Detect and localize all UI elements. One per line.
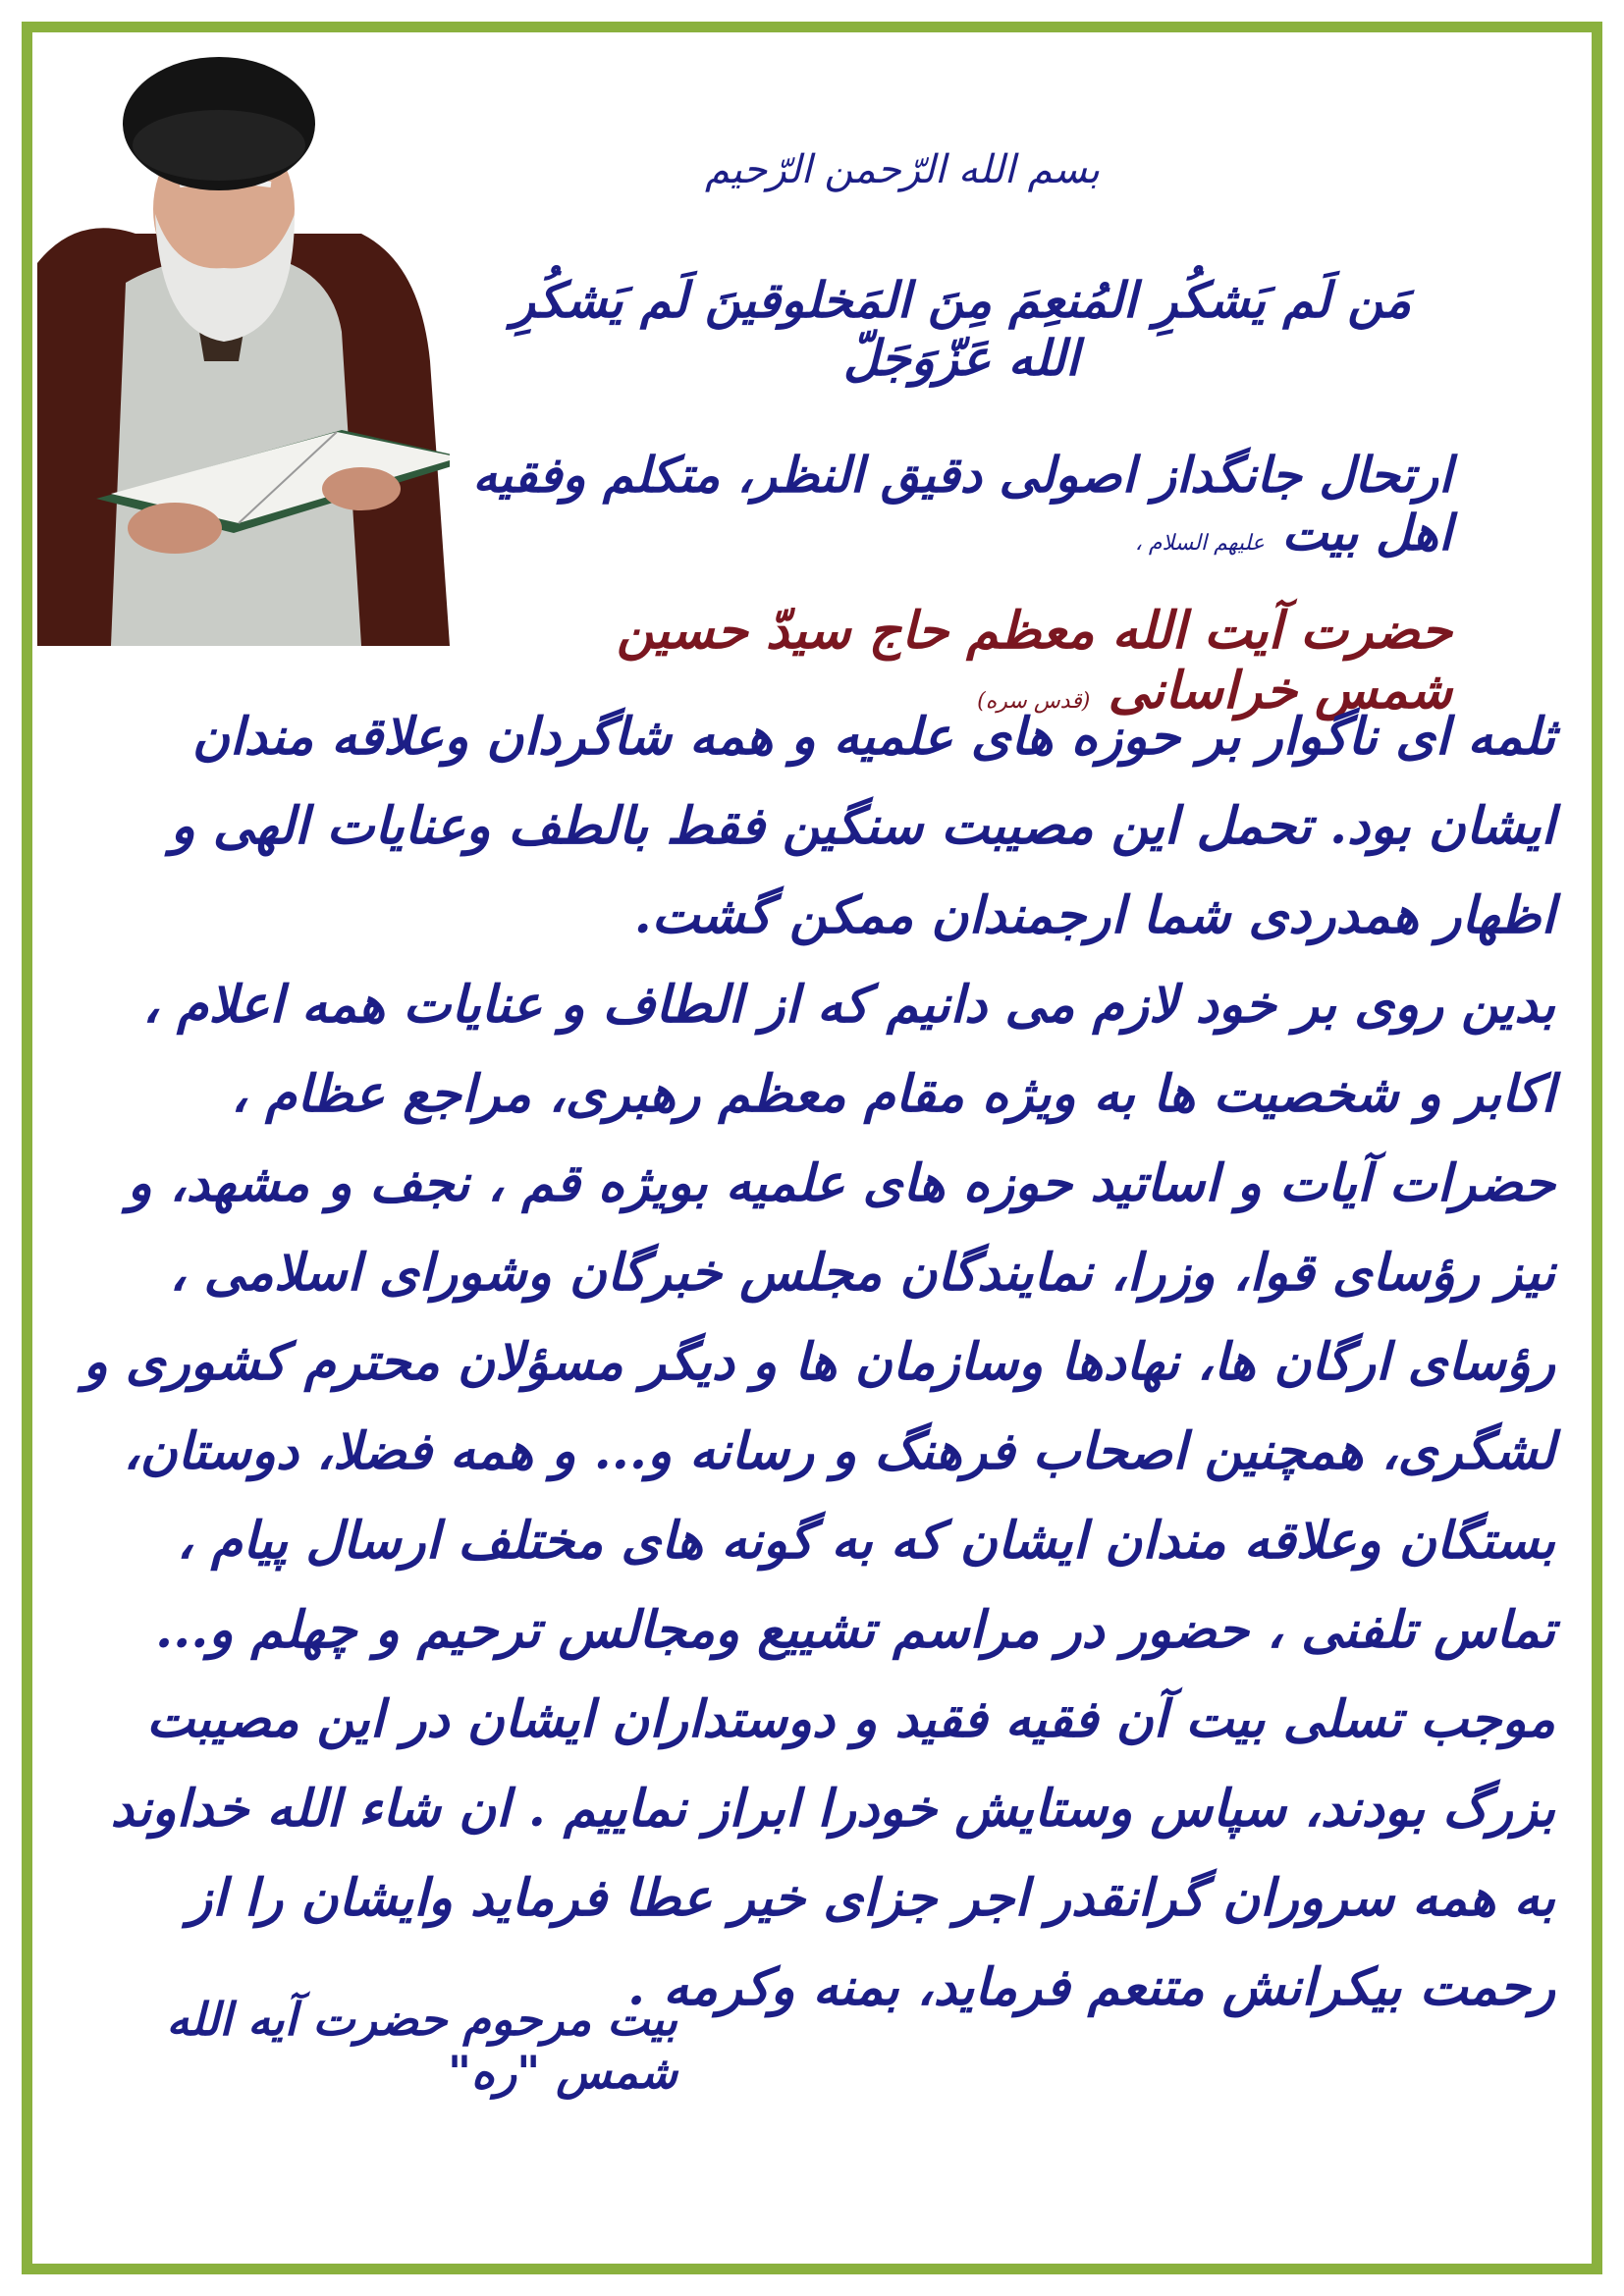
honorific-small: علیهم السلام ، [1134,531,1265,556]
name-honorific: (قدس سره) [977,689,1091,714]
announcement-line [470,446,1452,561]
basmala: بسم الله الرّحمن الرّحیم [704,147,1101,192]
signature: بیت مرحوم حضرت آیه الله شمس "ره" [166,1993,677,2099]
header [470,147,1452,721]
portrait-image [37,37,450,646]
paragraph-1: ثلمه ای ناگوار بر حوزه های علمیه و همه شاگردان وعلاقه مندان ایشان بود. تحمل این مصیبت سنگین فقط بالطف وعنایات الهی و اظهار همدردی شما ارجمندان ممکن گشت. [170,707,1555,945]
letter-body [69,692,1555,2032]
announcement-text: ارتحال جانگداز اصولی دقیق النظر، متکلم وفقیه اهل بیت [472,446,1452,561]
deceased-name: حضرت آیت الله معظم حاج سیدّ حسین شمس خراسانی [617,601,1452,721]
hadith: مَن لَم یَشکُرِ المُنعِمَ مِنَ المَخلوقینَ لَم یَشکُرِ الله عَزّوَجَلّ [511,271,1412,387]
paragraph-2: بدین روی بر خود لازم می دانیم که از الطاف و عنایات همه اعلام ، اکابر و شخصیت ها به ویژه مقام معظم رهبری، مراجع عظام ، حضرات آیات و اساتید حوزه های علمیه بویژه قم ، نجف و مشهد، و نیز رؤسای قوا، وزرا، نمایندگان مجلس خبرگان وشورای اسلامی ، رؤسای ارگان ها، نهادها وسازمان ها و دیگر مسؤلان محترم کشوری و لشگری، همچنین اصحاب فرهنگ و رسانه و... و همه فضلا، دوستان، بستگان وعلاقه مندان ایشان که به گونه های مختلف ارسال پیام ، تماس تلفنی ، حضور در مراسم تشییع ومجالس ترحیم و چهلم و... موجب تسلی بیت آن فقیه فقید و دوستداران ایشان در این مصیبت بزرگ بودند، سپاس وستایش خودرا ابراز نماییم . ان شاء الله خداوند به همه سروران گرانقدر اجر جزای خیر عطا فرماید وایشان را از رحمت بیکرانش متنعم فرماید، بمنه وکرمه . [82,975,1555,2017]
